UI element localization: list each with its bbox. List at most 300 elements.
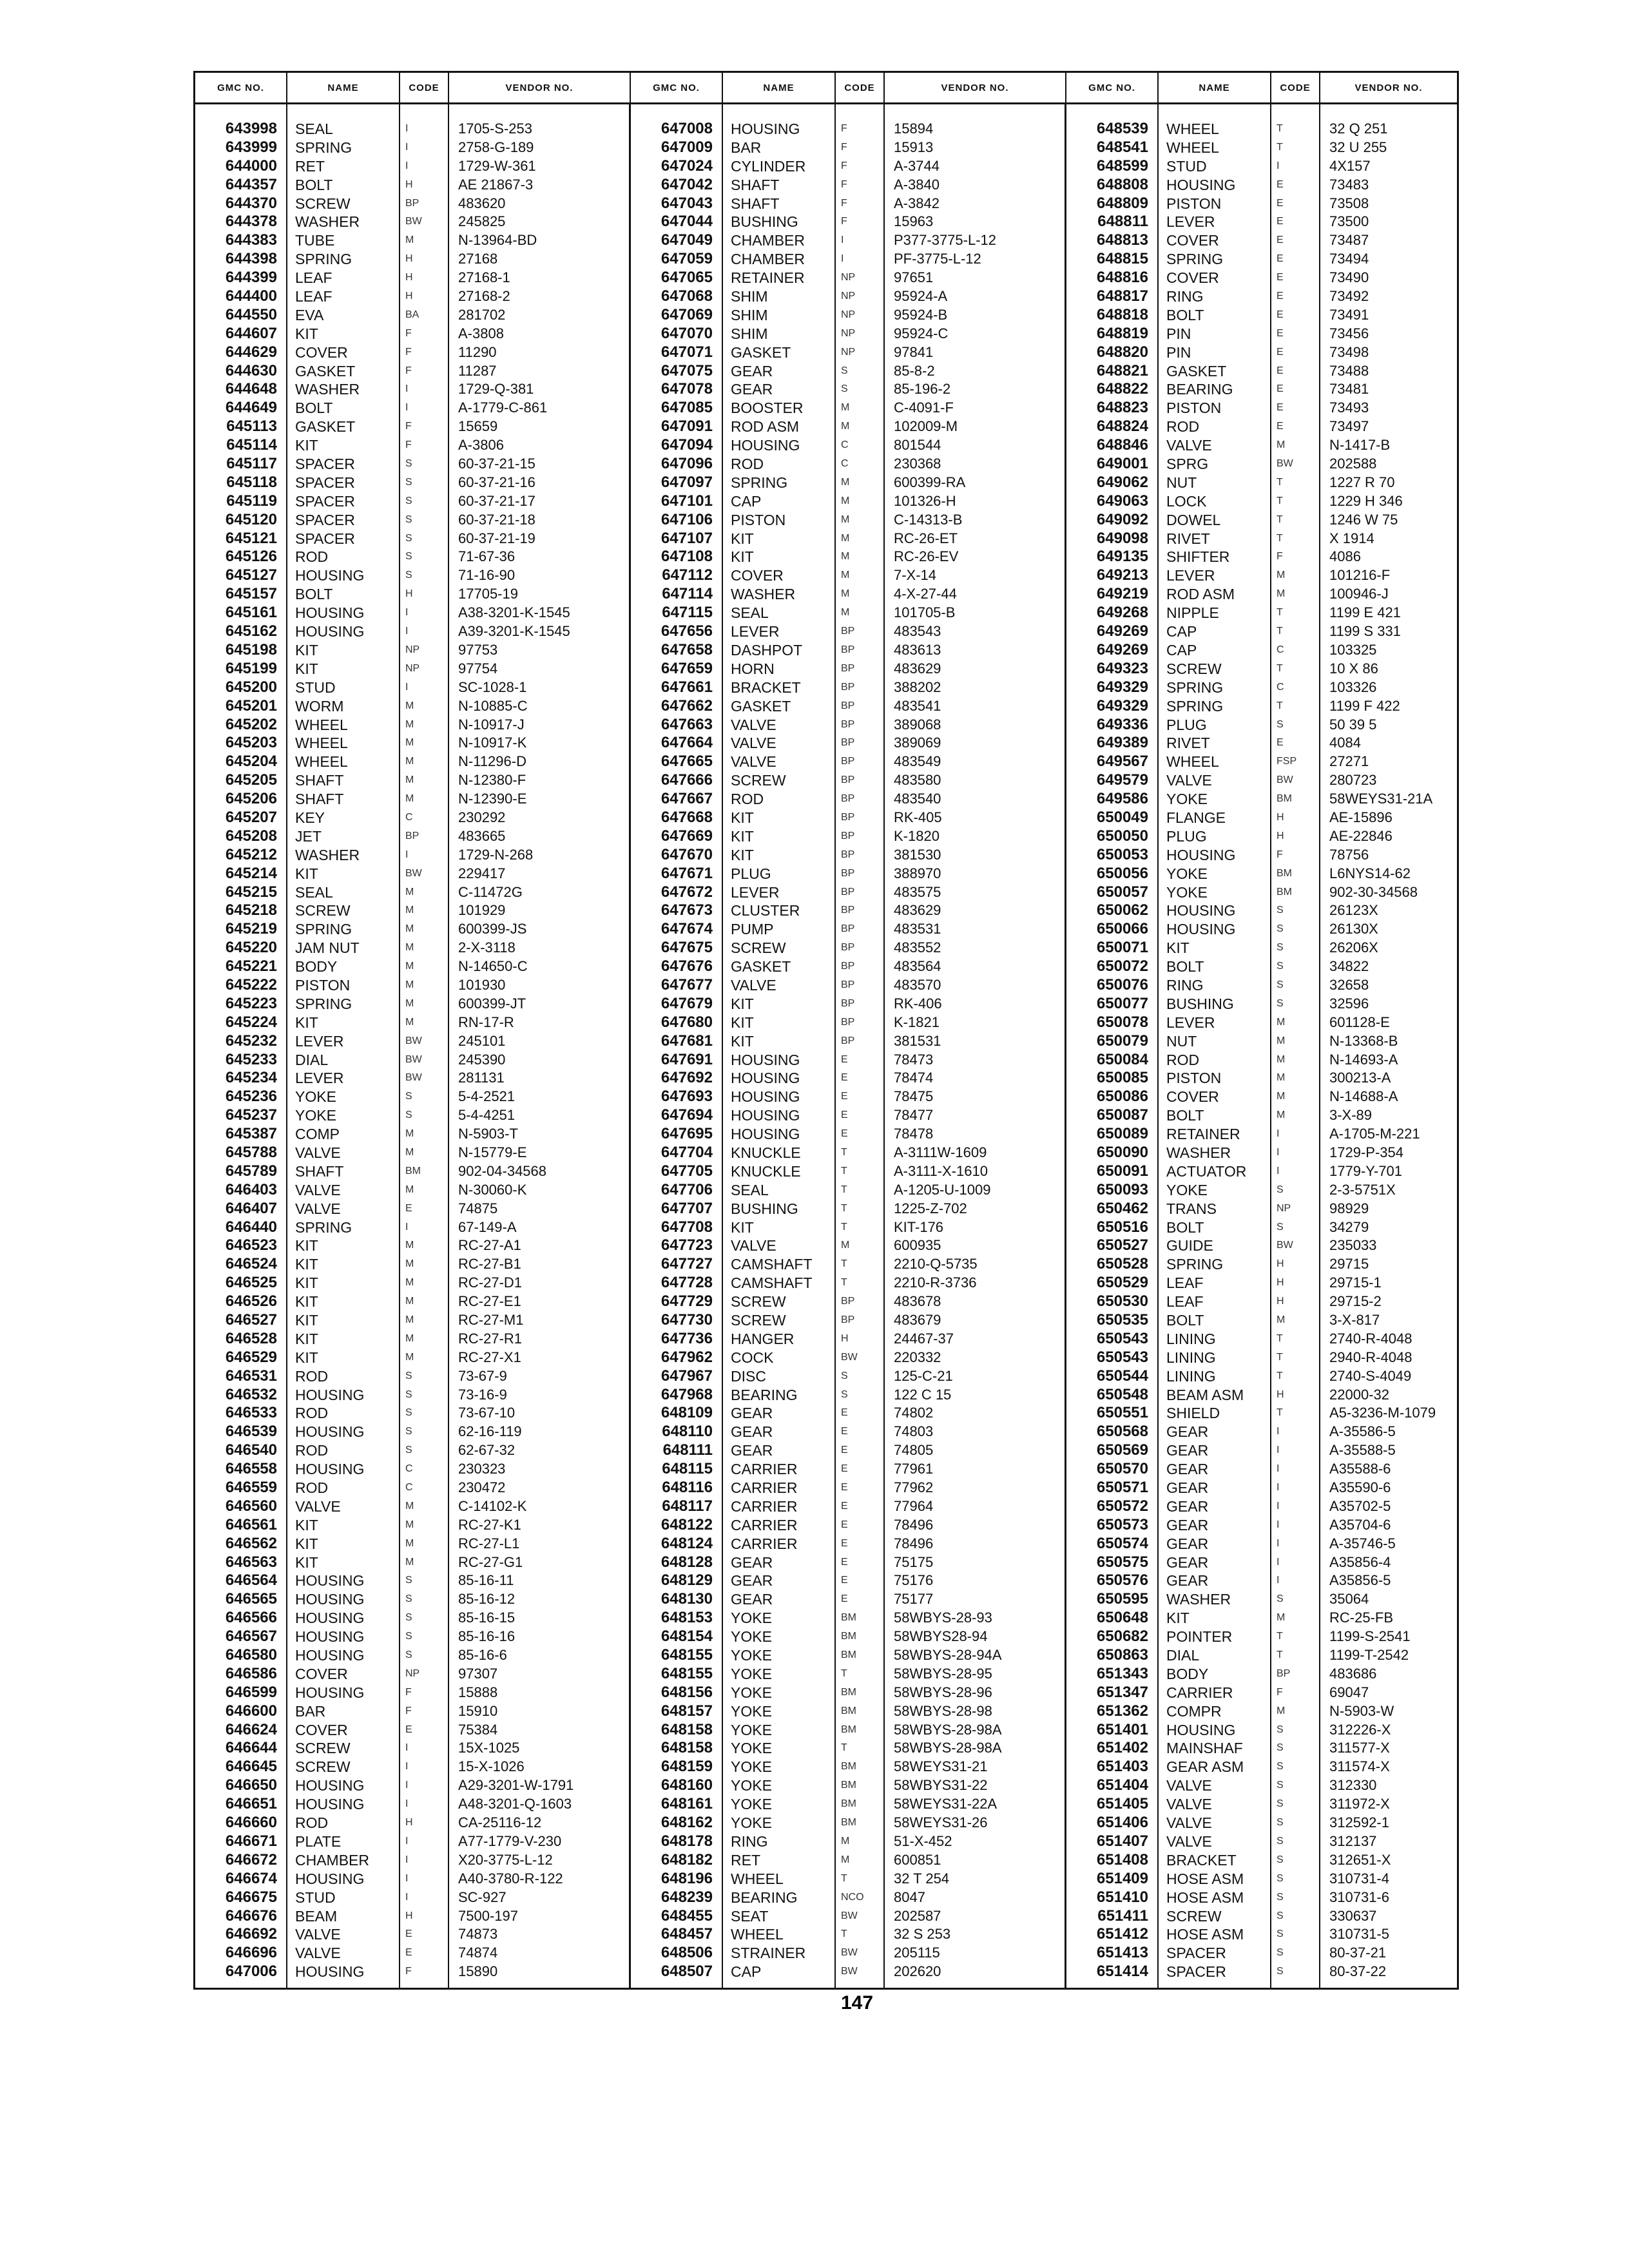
cell-gmc: 646676 bbox=[225, 1907, 277, 1925]
cell-gmc: 645788 bbox=[225, 1143, 277, 1161]
cell-vendor: 26130X bbox=[1329, 921, 1378, 937]
cell-code: BP bbox=[841, 905, 855, 916]
cell-vendor: 78756 bbox=[1329, 846, 1369, 863]
cell-code: H bbox=[1277, 811, 1284, 823]
cell-gmc: 647070 bbox=[660, 324, 713, 342]
cell-gmc: 650090 bbox=[1096, 1143, 1148, 1161]
cell-gmc: 650551 bbox=[1096, 1404, 1148, 1422]
cell-gmc: 651410 bbox=[1096, 1888, 1148, 1906]
cell-gmc: 645232 bbox=[225, 1032, 277, 1050]
column-vendor-1 bbox=[449, 104, 631, 1988]
cell-code: H bbox=[405, 253, 413, 265]
cell-vendor: N-30060-K bbox=[458, 1181, 527, 1198]
cell-name: WASHER bbox=[731, 586, 796, 603]
cell-gmc: 646403 bbox=[225, 1180, 277, 1198]
cell-code: M bbox=[1277, 1035, 1286, 1046]
cell-name: GEAR bbox=[731, 362, 773, 380]
cell-code: BP bbox=[841, 979, 855, 990]
cell-code: M bbox=[405, 1519, 414, 1530]
cell-vendor: 4X157 bbox=[1329, 157, 1371, 174]
header-gmc-no: GMC NO. bbox=[195, 73, 287, 102]
cell-code: BW bbox=[405, 867, 422, 879]
cell-code: I bbox=[405, 849, 409, 860]
cell-name: HOUSING bbox=[1166, 902, 1236, 919]
cell-code: T bbox=[841, 1872, 847, 1884]
cell-gmc: 649269 bbox=[1096, 640, 1148, 658]
cell-name: SPRING bbox=[1166, 251, 1224, 268]
cell-code: T bbox=[841, 1184, 847, 1195]
cell-vendor: 381531 bbox=[894, 1032, 941, 1049]
cell-name: VALVE bbox=[295, 1181, 341, 1198]
cell-vendor: N-10885-C bbox=[458, 697, 528, 714]
cell-vendor: 1246 W 75 bbox=[1329, 511, 1398, 528]
cell-gmc: 648153 bbox=[660, 1609, 713, 1627]
cell-code: I bbox=[1277, 1463, 1280, 1475]
cell-name: YOKE bbox=[731, 1740, 772, 1757]
cell-gmc: 644400 bbox=[225, 287, 277, 305]
cell-name: KIT bbox=[731, 809, 754, 826]
cell-gmc: 645218 bbox=[225, 901, 277, 919]
cell-vendor: 51-X-452 bbox=[894, 1832, 952, 1849]
cell-code: BP bbox=[841, 626, 855, 637]
cell-vendor: 230368 bbox=[894, 456, 941, 472]
cell-vendor: 483541 bbox=[894, 697, 941, 714]
cell-code: T bbox=[1277, 1649, 1283, 1661]
cell-code: M bbox=[1277, 1053, 1286, 1065]
cell-vendor: 58WBYS-28-94A bbox=[894, 1647, 1002, 1664]
cell-vendor: 122 C 15 bbox=[894, 1386, 952, 1403]
cell-code: M bbox=[841, 402, 850, 414]
cell-gmc: 647075 bbox=[660, 361, 713, 380]
cell-name: CARRIER bbox=[731, 1479, 798, 1497]
cell-code: M bbox=[405, 942, 414, 954]
cell-gmc: 647968 bbox=[660, 1385, 713, 1403]
cell-gmc: 645224 bbox=[225, 1013, 277, 1031]
cell-vendor: 245101 bbox=[458, 1032, 506, 1049]
cell-vendor: 60-37-21-18 bbox=[458, 511, 535, 528]
cell-code: BP bbox=[841, 849, 855, 860]
cell-vendor: 2210-Q-5735 bbox=[894, 1256, 978, 1273]
cell-vendor: 1705-S-253 bbox=[458, 120, 532, 137]
cell-gmc: 647115 bbox=[662, 604, 713, 622]
cell-name: HOUSING bbox=[731, 120, 800, 137]
cell-gmc: 647666 bbox=[660, 771, 713, 789]
cell-name: GEAR bbox=[1166, 1479, 1209, 1497]
cell-gmc: 647043 bbox=[660, 194, 713, 212]
cell-gmc: 648115 bbox=[662, 1460, 713, 1478]
cell-code: S bbox=[405, 1389, 412, 1400]
cell-code: BM bbox=[841, 1631, 856, 1642]
cell-code: M bbox=[841, 570, 850, 581]
cell-vendor: 3-X-89 bbox=[1329, 1107, 1373, 1124]
cell-vendor: 27168 bbox=[458, 251, 498, 267]
cell-vendor: 22000-32 bbox=[1329, 1386, 1389, 1403]
cell-name: KNUCKLE bbox=[731, 1162, 801, 1180]
cell-code: T bbox=[841, 1667, 847, 1679]
cell-vendor: N-15779-E bbox=[458, 1144, 527, 1160]
cell-name: YOKE bbox=[731, 1684, 772, 1701]
cell-name: RET bbox=[295, 157, 325, 175]
cell-gmc: 650863 bbox=[1096, 1646, 1148, 1664]
cell-name: NUT bbox=[1166, 474, 1197, 491]
cell-vendor: 1199 F 422 bbox=[1329, 697, 1400, 714]
cell-code: M bbox=[405, 1240, 414, 1251]
cell-gmc: 647065 bbox=[660, 269, 713, 287]
cell-code: E bbox=[1277, 421, 1284, 432]
cell-vendor: 902-30-34568 bbox=[1329, 883, 1418, 900]
cell-name: PISTON bbox=[1166, 1070, 1222, 1087]
cell-code: F bbox=[405, 327, 412, 339]
cell-name: WHEEL bbox=[295, 753, 348, 771]
cell-gmc: 646565 bbox=[225, 1590, 277, 1608]
cell-name: LINING bbox=[1166, 1367, 1216, 1385]
cell-vendor: 78496 bbox=[894, 1535, 934, 1552]
cell-name: COVER bbox=[295, 343, 348, 361]
cell-vendor: 600399-RA bbox=[894, 474, 966, 490]
cell-vendor: RN-17-R bbox=[458, 1014, 514, 1030]
cell-vendor: 5-4-2521 bbox=[458, 1088, 516, 1105]
cell-code: E bbox=[1277, 235, 1284, 246]
cell-name: DOWEL bbox=[1166, 511, 1221, 528]
cell-gmc: 645162 bbox=[225, 622, 277, 640]
cell-name: CARRIER bbox=[731, 1461, 798, 1478]
cell-gmc: 646558 bbox=[225, 1460, 277, 1478]
cell-code: BP bbox=[841, 923, 855, 935]
cell-name: GEAR bbox=[731, 1442, 773, 1459]
cell-vendor: 281131 bbox=[458, 1070, 505, 1086]
cell-vendor: 58WEYS31-21 bbox=[894, 1758, 988, 1775]
cell-code: BP bbox=[841, 886, 855, 898]
cell-gmc: 647680 bbox=[660, 1013, 713, 1031]
cell-name: SHAFT bbox=[731, 176, 780, 193]
cell-name: CARRIER bbox=[1166, 1684, 1233, 1701]
cell-vendor: RC-27-K1 bbox=[458, 1516, 521, 1533]
cell-vendor: 24467-37 bbox=[894, 1330, 954, 1347]
cell-gmc: 646559 bbox=[225, 1479, 277, 1497]
cell-vendor: 15890 bbox=[458, 1963, 498, 1980]
cell-name: KIT bbox=[295, 1349, 318, 1366]
cell-name: YOKE bbox=[731, 1758, 772, 1776]
cell-code: H bbox=[1277, 1258, 1284, 1270]
cell-vendor: A-1779-C-861 bbox=[458, 399, 548, 416]
cell-vendor: 78474 bbox=[894, 1070, 934, 1086]
cell-name: PLUG bbox=[731, 865, 771, 882]
cell-gmc: 645222 bbox=[225, 975, 277, 994]
cell-gmc: 647707 bbox=[660, 1199, 713, 1217]
cell-code: S bbox=[1277, 942, 1284, 954]
cell-name: HOUSING bbox=[295, 1963, 365, 1981]
cell-gmc: 647691 bbox=[660, 1050, 713, 1068]
cell-code: BP bbox=[841, 997, 855, 1009]
page-number: 147 bbox=[841, 1992, 874, 2013]
cell-gmc: 645118 bbox=[226, 473, 277, 491]
cell-vendor: 1729-Q-381 bbox=[458, 381, 534, 398]
cell-vendor: 101929 bbox=[458, 902, 506, 919]
cell-gmc: 650078 bbox=[1096, 1013, 1148, 1031]
cell-name: KIT bbox=[295, 325, 318, 342]
cell-name: WASHER bbox=[1166, 1591, 1231, 1608]
cell-gmc: 645198 bbox=[225, 640, 277, 658]
cell-vendor: 58WBYS-28-93 bbox=[894, 1610, 992, 1626]
cell-vendor: 8047 bbox=[894, 1888, 925, 1905]
cell-code: S bbox=[405, 458, 412, 470]
header-name: NAME bbox=[287, 73, 400, 102]
cell-gmc: 650528 bbox=[1096, 1255, 1148, 1273]
cell-name: ROD bbox=[295, 548, 329, 566]
cell-gmc: 647676 bbox=[660, 957, 713, 975]
cell-code: T bbox=[841, 1258, 847, 1270]
cell-vendor: 101705-B bbox=[894, 604, 956, 621]
cell-code: I bbox=[405, 1798, 409, 1810]
cell-name: KIT bbox=[295, 1330, 318, 1347]
cell-name: HOUSING bbox=[731, 437, 800, 454]
cell-code: T bbox=[1277, 662, 1283, 674]
cell-vendor: A35590-6 bbox=[1329, 1479, 1391, 1496]
cell-code: F bbox=[841, 160, 847, 171]
cell-code: BW bbox=[841, 1351, 858, 1363]
cell-name: TUBE bbox=[295, 232, 335, 249]
cell-vendor: 34822 bbox=[1329, 958, 1369, 975]
cell-code: FSP bbox=[1277, 756, 1297, 767]
cell-code: NP bbox=[841, 327, 856, 339]
cell-vendor: 77962 bbox=[894, 1479, 934, 1496]
cell-gmc: 645233 bbox=[225, 1050, 277, 1068]
cell-vendor: 75176 bbox=[894, 1572, 934, 1589]
column-gmc-1 bbox=[195, 104, 287, 1988]
cell-gmc: 647094 bbox=[660, 436, 713, 454]
cell-code: I bbox=[405, 141, 409, 153]
cell-vendor: 483686 bbox=[1329, 1665, 1377, 1682]
cell-vendor: 103325 bbox=[1329, 641, 1377, 658]
cell-gmc: 647723 bbox=[660, 1236, 713, 1254]
cell-gmc: 646651 bbox=[225, 1795, 277, 1813]
cell-code: BP bbox=[1277, 1667, 1291, 1679]
cell-gmc: 644370 bbox=[225, 194, 277, 212]
cell-code: NP bbox=[841, 291, 856, 302]
column-name-3 bbox=[1159, 104, 1271, 1988]
cell-code: BM bbox=[841, 1686, 856, 1698]
cell-name: SPRING bbox=[295, 1218, 352, 1236]
cell-gmc: 647112 bbox=[662, 566, 713, 584]
cell-code: S bbox=[405, 532, 412, 544]
cell-gmc: 645202 bbox=[225, 715, 277, 733]
cell-code: I bbox=[1277, 1537, 1280, 1549]
cell-name: YOKE bbox=[731, 1777, 772, 1794]
cell-gmc: 650544 bbox=[1096, 1367, 1148, 1385]
cell-vendor: 483678 bbox=[894, 1293, 941, 1310]
cell-code: F bbox=[841, 216, 847, 227]
cell-vendor: 58WEYS31-26 bbox=[894, 1814, 988, 1831]
cell-code: NP bbox=[841, 309, 856, 320]
cell-vendor: A39-3201-K-1545 bbox=[458, 623, 570, 640]
cell-code: I bbox=[1277, 1575, 1280, 1586]
cell-name: KEY bbox=[295, 809, 325, 826]
cell-vendor: N-13964-BD bbox=[458, 232, 537, 249]
cell-code: E bbox=[841, 1593, 848, 1605]
cell-vendor: N-12380-F bbox=[458, 772, 526, 789]
cell-gmc: 644648 bbox=[225, 380, 277, 398]
cell-name: EVA bbox=[295, 306, 324, 323]
cell-code: T bbox=[1277, 476, 1283, 488]
cell-gmc: 649329 bbox=[1096, 697, 1148, 715]
cell-gmc: 644649 bbox=[225, 399, 277, 417]
cell-gmc: 647669 bbox=[660, 827, 713, 845]
cell-vendor: 26206X bbox=[1329, 939, 1378, 956]
cell-vendor: A5-3236-M-1079 bbox=[1329, 1405, 1436, 1421]
cell-vendor: SC-927 bbox=[458, 1888, 506, 1905]
cell-name: RETAINER bbox=[731, 269, 805, 287]
cell-gmc: 645201 bbox=[225, 697, 277, 715]
cell-gmc: 647693 bbox=[660, 1088, 713, 1106]
cell-gmc: 644399 bbox=[225, 269, 277, 287]
cell-gmc: 648124 bbox=[660, 1534, 713, 1552]
cell-vendor: 58WEYS31-22A bbox=[894, 1796, 998, 1812]
cell-code: I bbox=[1277, 1500, 1280, 1512]
cell-name: BEARING bbox=[1166, 381, 1233, 398]
cell-gmc: 645237 bbox=[225, 1106, 277, 1124]
cell-vendor: 50 39 5 bbox=[1329, 716, 1377, 733]
cell-name: VALVE bbox=[295, 1926, 341, 1943]
cell-vendor: 60-37-21-16 bbox=[458, 474, 535, 490]
cell-vendor: 97753 bbox=[458, 641, 498, 658]
cell-vendor: 62-67-32 bbox=[458, 1442, 516, 1459]
cell-vendor: 389068 bbox=[894, 716, 941, 733]
cell-gmc: 646523 bbox=[225, 1236, 277, 1254]
cell-vendor: 101216-F bbox=[1329, 567, 1391, 584]
cell-vendor: 1729-P-354 bbox=[1329, 1144, 1403, 1160]
cell-gmc: 648116 bbox=[662, 1479, 713, 1497]
cell-name: SEAL bbox=[295, 883, 333, 901]
cell-gmc: 647114 bbox=[662, 585, 713, 603]
cell-name: ROD bbox=[1166, 418, 1200, 436]
cell-vendor: A35856-5 bbox=[1329, 1572, 1391, 1589]
cell-gmc: 650529 bbox=[1096, 1274, 1148, 1292]
cell-name: ROD bbox=[295, 1367, 329, 1385]
table-body bbox=[195, 104, 1457, 1988]
cell-vendor: 73491 bbox=[1329, 306, 1369, 323]
cell-vendor: A-35746-5 bbox=[1329, 1535, 1396, 1552]
cell-gmc: 646645 bbox=[225, 1758, 277, 1776]
cell-vendor: 2-3-5751X bbox=[1329, 1181, 1396, 1198]
cell-gmc: 651362 bbox=[1096, 1702, 1148, 1720]
cell-name: SHIELD bbox=[1166, 1405, 1220, 1422]
cell-code: S bbox=[405, 1649, 412, 1661]
cell-gmc: 648154 bbox=[660, 1628, 713, 1646]
cell-vendor: 85-196-2 bbox=[894, 381, 951, 398]
cell-vendor: 78477 bbox=[894, 1107, 934, 1124]
cell-code: I bbox=[1277, 1165, 1280, 1177]
cell-name: COMP bbox=[295, 1126, 340, 1143]
cell-vendor: RC-27-X1 bbox=[458, 1349, 521, 1365]
cell-vendor: 17705-19 bbox=[458, 586, 518, 602]
cell-name: SPACER bbox=[295, 474, 355, 491]
cell-code: NP bbox=[405, 662, 420, 674]
cell-code: M bbox=[841, 588, 850, 600]
cell-code: I bbox=[1277, 1426, 1280, 1437]
cell-code: S bbox=[405, 1445, 412, 1456]
cell-vendor: C-14102-K bbox=[458, 1497, 527, 1514]
cell-gmc: 647672 bbox=[660, 883, 713, 901]
cell-code: E bbox=[1277, 309, 1284, 320]
cell-name: KIT bbox=[295, 865, 318, 882]
cell-gmc: 649135 bbox=[1096, 548, 1148, 566]
cell-code: T bbox=[841, 1146, 847, 1158]
cell-gmc: 647663 bbox=[660, 715, 713, 733]
cell-name: SEAL bbox=[731, 1181, 769, 1198]
cell-gmc: 650084 bbox=[1096, 1050, 1148, 1068]
cell-gmc: 647668 bbox=[660, 808, 713, 826]
cell-name: KIT bbox=[295, 1553, 318, 1571]
cell-name: WASHER bbox=[1166, 1144, 1231, 1161]
cell-code: M bbox=[405, 1277, 414, 1289]
cell-vendor: 2740-R-4048 bbox=[1329, 1330, 1412, 1347]
cell-code: S bbox=[1277, 1910, 1284, 1921]
column-gmc-3 bbox=[1066, 104, 1159, 1988]
cell-code: T bbox=[1277, 123, 1283, 134]
cell-gmc: 649062 bbox=[1096, 473, 1148, 491]
cell-code: T bbox=[841, 1165, 847, 1177]
cell-name: GEAR bbox=[731, 1553, 773, 1571]
cell-name: KIT bbox=[731, 548, 754, 566]
cell-name: VALVE bbox=[295, 1200, 341, 1217]
cell-gmc: 647675 bbox=[660, 939, 713, 957]
cell-name: VALVE bbox=[731, 976, 776, 994]
cell-vendor: X 1914 bbox=[1329, 530, 1374, 546]
cell-vendor: 388202 bbox=[894, 678, 941, 695]
cell-name: HOUSING bbox=[1166, 846, 1236, 863]
cell-name: CAMSHAFT bbox=[731, 1256, 813, 1273]
cell-vendor: 2740-S-4049 bbox=[1329, 1367, 1412, 1384]
cell-gmc: 650648 bbox=[1096, 1609, 1148, 1627]
cell-vendor: 80-37-22 bbox=[1329, 1963, 1387, 1980]
cell-code: I bbox=[405, 626, 409, 637]
cell-code: I bbox=[405, 1742, 409, 1754]
cell-vendor: 77964 bbox=[894, 1497, 934, 1514]
cell-vendor: 4-X-27-44 bbox=[894, 586, 957, 602]
cell-name: VALVE bbox=[295, 1945, 341, 1962]
column-vendor-3 bbox=[1320, 104, 1457, 1988]
cell-vendor: 483549 bbox=[894, 753, 941, 770]
cell-name: VALVE bbox=[1166, 1832, 1212, 1850]
cell-code: I bbox=[1277, 1445, 1280, 1456]
cell-gmc: 647670 bbox=[660, 845, 713, 863]
cell-gmc: 649567 bbox=[1096, 753, 1148, 771]
cell-vendor: 300213-A bbox=[1329, 1070, 1391, 1086]
cell-vendor: A-1705-M-221 bbox=[1329, 1126, 1420, 1142]
cell-code: I bbox=[405, 123, 409, 134]
cell-code: M bbox=[841, 551, 850, 562]
cell-code: S bbox=[1277, 1835, 1284, 1847]
cell-code: M bbox=[405, 1184, 414, 1195]
cell-code: I bbox=[405, 402, 409, 414]
cell-vendor: 60-37-21-15 bbox=[458, 456, 535, 472]
cell-name: KIT bbox=[295, 1535, 318, 1552]
cell-name: CAP bbox=[1166, 641, 1197, 658]
cell-code: M bbox=[1277, 1110, 1286, 1121]
cell-name: CLUSTER bbox=[731, 902, 800, 919]
cell-name: VALVE bbox=[731, 716, 776, 733]
cell-code: BW bbox=[405, 1053, 422, 1065]
cell-code: BP bbox=[841, 793, 855, 805]
cell-gmc: 647044 bbox=[660, 213, 713, 231]
cell-vendor: A38-3201-K-1545 bbox=[458, 604, 570, 621]
cell-code: M bbox=[841, 1835, 850, 1847]
cell-vendor: 483620 bbox=[458, 195, 506, 211]
cell-gmc: 651414 bbox=[1096, 1963, 1148, 1981]
cell-gmc: 645121 bbox=[225, 529, 277, 547]
cell-name: HOUSING bbox=[295, 1870, 365, 1887]
cell-name: SPRING bbox=[1166, 678, 1224, 696]
